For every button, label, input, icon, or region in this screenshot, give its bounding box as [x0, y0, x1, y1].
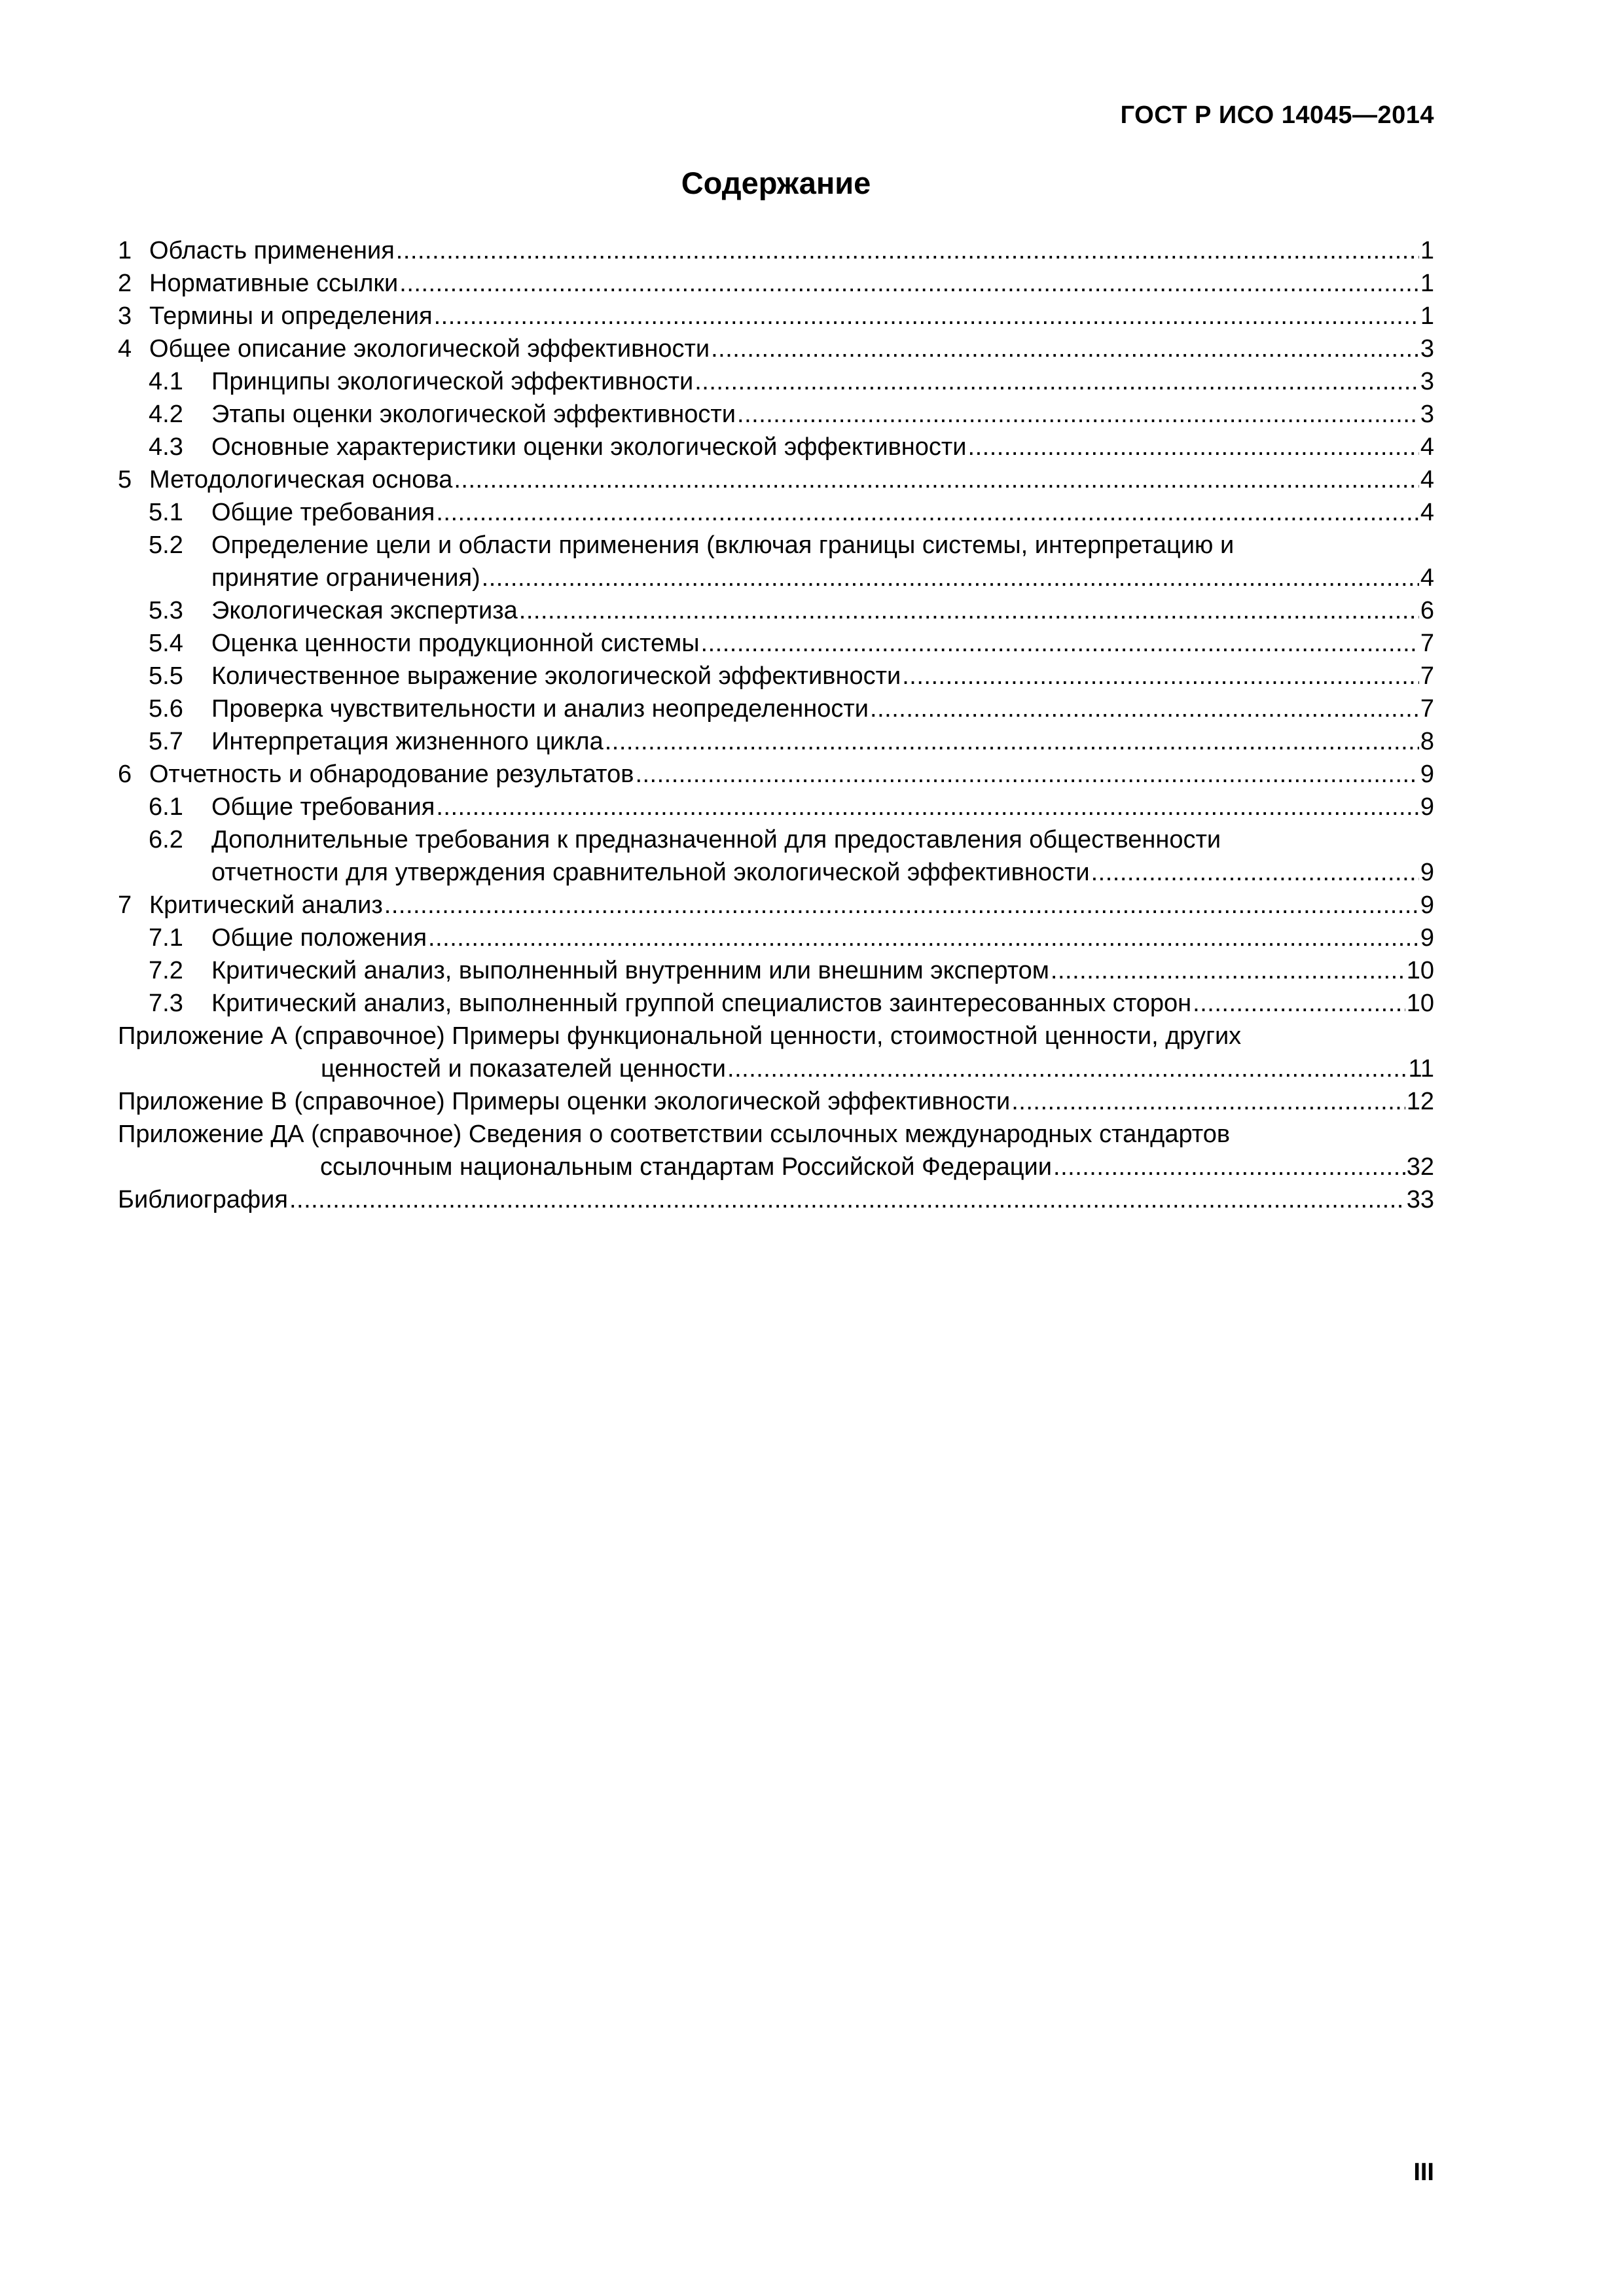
toc-entry-number: 5.1	[149, 499, 183, 526]
leader-dots	[737, 398, 1419, 431]
leader-dots	[384, 889, 1419, 922]
toc-entry-page: 10	[1406, 990, 1434, 1017]
leader-dots	[436, 496, 1419, 529]
page-title: Содержание	[681, 166, 871, 200]
toc-entry-5-5[interactable]	[118, 660, 1434, 692]
toc-entry-4-2[interactable]	[118, 398, 1434, 431]
toc-entry-title: Методологическая основа	[149, 466, 453, 493]
toc-entry-page: 9	[1420, 793, 1434, 821]
toc-entry-number: 7	[118, 891, 132, 919]
table-of-contents	[118, 234, 1434, 1216]
toc-entry-1[interactable]	[118, 234, 1434, 267]
toc-entry-page: 4	[1420, 499, 1434, 526]
toc-entry-3[interactable]	[118, 300, 1434, 332]
toc-entry-title-continuation: принятие ограничения)	[211, 564, 480, 592]
toc-entry-title: Критический анализ, выполненный внутренним или внешним экспертом	[211, 957, 1049, 984]
toc-entry-title: Приложение В (справочное) Примеры оценки экологической эффективности	[118, 1088, 1011, 1115]
toc-entry-title-continuation: отчетности для утверждения сравнительной экологической эффективности	[211, 859, 1090, 886]
leader-dots	[1053, 1151, 1405, 1183]
toc-entry-number: 6.2	[149, 826, 183, 853]
leader-dots	[1051, 954, 1405, 987]
leader-dots	[968, 431, 1419, 463]
leader-dots	[695, 365, 1419, 398]
toc-entry-title: Этапы оценки экологической эффективности	[211, 401, 736, 428]
toc-entry-page: 9	[1420, 859, 1434, 886]
toc-entry-bibliography[interactable]	[118, 1183, 1434, 1216]
toc-entry-title: Оценка ценности продукционной системы	[211, 630, 700, 657]
toc-entry-appendix-da[interactable]	[118, 1118, 1434, 1151]
toc-entry-5-6[interactable]	[118, 692, 1434, 725]
leader-dots	[635, 758, 1418, 791]
toc-entry-title: Экологическая экспертиза	[211, 597, 518, 624]
toc-entry-number: 5.4	[149, 630, 183, 657]
toc-entry-page: 11	[1408, 1055, 1434, 1083]
leader-dots	[434, 300, 1419, 332]
toc-entry-6-2[interactable]	[118, 823, 1434, 856]
toc-entry-page: 9	[1420, 891, 1434, 919]
toc-entry-appendix-b[interactable]	[118, 1085, 1434, 1118]
leader-dots	[289, 1183, 1405, 1216]
toc-entry-5-7[interactable]	[118, 725, 1434, 758]
toc-entry-page: 6	[1420, 597, 1434, 624]
toc-entry-title: Количественное выражение экологической эффективности	[211, 662, 901, 690]
toc-entry-title: Определение цели и области применения (включая границы системы, интерпретацию и	[211, 531, 1235, 559]
toc-entry-number: 4.1	[149, 368, 183, 395]
toc-entry-title-continuation: ценностей и показателей ценности	[321, 1055, 727, 1083]
toc-entry-page: 8	[1420, 728, 1434, 755]
toc-entry-2[interactable]	[118, 267, 1434, 300]
toc-entry-4-1[interactable]	[118, 365, 1434, 398]
toc-entry-title: Общее описание экологической эффективности	[149, 335, 710, 363]
toc-entry-4-3[interactable]	[118, 431, 1434, 463]
toc-entry-page: 4	[1420, 433, 1434, 461]
toc-entry-page: 4	[1420, 564, 1434, 592]
page-number: III	[1413, 2159, 1434, 2186]
toc-entry-page: 7	[1420, 662, 1434, 690]
toc-entry-5-1[interactable]	[118, 496, 1434, 529]
toc-entry-page: 3	[1420, 401, 1434, 428]
leader-dots	[396, 234, 1419, 267]
leader-dots	[428, 922, 1419, 954]
toc-entry-title: Критический анализ, выполненный группой специалистов заинтересованных сторон	[211, 990, 1192, 1017]
toc-entry-page: 32	[1406, 1153, 1434, 1181]
toc-entry-title: Нормативные ссылки	[149, 270, 399, 297]
toc-entry-appendix-a-continuation[interactable]	[118, 1052, 1434, 1085]
toc-entry-number: 6	[118, 761, 132, 788]
toc-entry-6[interactable]	[118, 758, 1434, 791]
toc-entry-page: 3	[1420, 368, 1434, 395]
leader-dots	[454, 463, 1419, 496]
toc-entry-page: 7	[1420, 695, 1434, 723]
toc-entry-title: Интерпретация жизненного цикла	[211, 728, 604, 755]
toc-entry-number: 7.2	[149, 957, 183, 984]
toc-entry-title: Проверка чувствительности и анализ неопределенности	[211, 695, 869, 723]
toc-entry-number: 7.1	[149, 924, 183, 952]
leader-dots	[1011, 1085, 1405, 1118]
leader-dots	[1091, 856, 1419, 889]
toc-entry-number: 5.2	[149, 531, 183, 559]
toc-entry-4[interactable]	[118, 332, 1434, 365]
toc-entry-number: 5.7	[149, 728, 183, 755]
toc-entry-title: Принципы экологической эффективности	[211, 368, 694, 395]
toc-entry-6-2-continuation[interactable]	[118, 856, 1434, 889]
toc-entry-5-2-continuation[interactable]	[118, 562, 1434, 594]
toc-entry-title: Дополнительные требования к предназначенной для предоставления общественности	[211, 826, 1221, 853]
toc-entry-title: Библиография	[118, 1186, 288, 1213]
toc-entry-number: 4.3	[149, 433, 183, 461]
toc-entry-number: 5.5	[149, 662, 183, 690]
toc-entry-5-2[interactable]	[118, 529, 1434, 562]
toc-entry-page: 7	[1420, 630, 1434, 657]
toc-entry-title: Общие положения	[211, 924, 427, 952]
toc-entry-page: 12	[1406, 1088, 1434, 1115]
leader-dots	[605, 725, 1419, 758]
toc-entry-6-1[interactable]	[118, 791, 1434, 823]
toc-entry-title: Приложение А (справочное) Примеры функциональной ценности, стоимостной ценности, других	[118, 1022, 1242, 1050]
toc-entry-7-1[interactable]	[118, 922, 1434, 954]
toc-entry-number: 5	[118, 466, 132, 493]
toc-entry-5-4[interactable]	[118, 627, 1434, 660]
toc-entry-number: 3	[118, 302, 132, 330]
leader-dots	[399, 267, 1419, 300]
toc-entry-title: Термины и определения	[149, 302, 433, 330]
toc-entry-title: Область применения	[149, 237, 395, 264]
document-id-header: ГОСТ Р ИСО 14045—2014	[1120, 101, 1434, 129]
toc-entry-7-2[interactable]	[118, 954, 1434, 987]
leader-dots	[436, 791, 1419, 823]
toc-entry-number: 5.6	[149, 695, 183, 723]
toc-entry-appendix-da-continuation[interactable]	[118, 1151, 1434, 1183]
toc-entry-5[interactable]	[118, 463, 1434, 496]
toc-entry-5-3[interactable]	[118, 594, 1434, 627]
toc-entry-page: 9	[1420, 924, 1434, 952]
toc-entry-7-3[interactable]	[118, 987, 1434, 1020]
toc-entry-page: 9	[1420, 761, 1434, 788]
toc-entry-title: Общие требования	[211, 793, 435, 821]
leader-dots	[711, 332, 1419, 365]
toc-entry-page: 3	[1420, 335, 1434, 363]
toc-entry-7[interactable]	[118, 889, 1434, 922]
toc-entry-page: 33	[1406, 1186, 1434, 1213]
leader-dots	[870, 692, 1419, 725]
toc-entry-page: 10	[1406, 957, 1434, 984]
leader-dots	[727, 1052, 1407, 1085]
leader-dots	[701, 627, 1419, 660]
toc-entry-number: 6.1	[149, 793, 183, 821]
toc-entry-page: 1	[1420, 237, 1434, 264]
toc-entry-number: 1	[118, 237, 132, 264]
toc-entry-number: 7.3	[149, 990, 183, 1017]
toc-entry-title-continuation: ссылочным национальным стандартам Российской Федерации	[320, 1153, 1053, 1181]
toc-entry-page: 4	[1420, 466, 1434, 493]
leader-dots	[482, 562, 1419, 594]
toc-entry-page: 1	[1420, 302, 1434, 330]
toc-entry-appendix-a[interactable]	[118, 1020, 1434, 1052]
toc-entry-title: Общие требования	[211, 499, 435, 526]
toc-entry-number: 2	[118, 270, 132, 297]
toc-entry-title: Критический анализ	[149, 891, 383, 919]
toc-entry-number: 4.2	[149, 401, 183, 428]
leader-dots	[519, 594, 1419, 627]
toc-entry-page: 1	[1420, 270, 1434, 297]
toc-entry-number: 4	[118, 335, 132, 363]
leader-dots	[902, 660, 1419, 692]
toc-entry-title: Приложение ДА (справочное) Сведения о соответствии ссылочных международных стандартов	[118, 1121, 1231, 1148]
toc-entry-title: Отчетность и обнародование результатов	[149, 761, 634, 788]
toc-entry-number: 5.3	[149, 597, 183, 624]
leader-dots	[1193, 987, 1405, 1020]
toc-entry-title: Основные характеристики оценки экологической эффективности	[211, 433, 967, 461]
